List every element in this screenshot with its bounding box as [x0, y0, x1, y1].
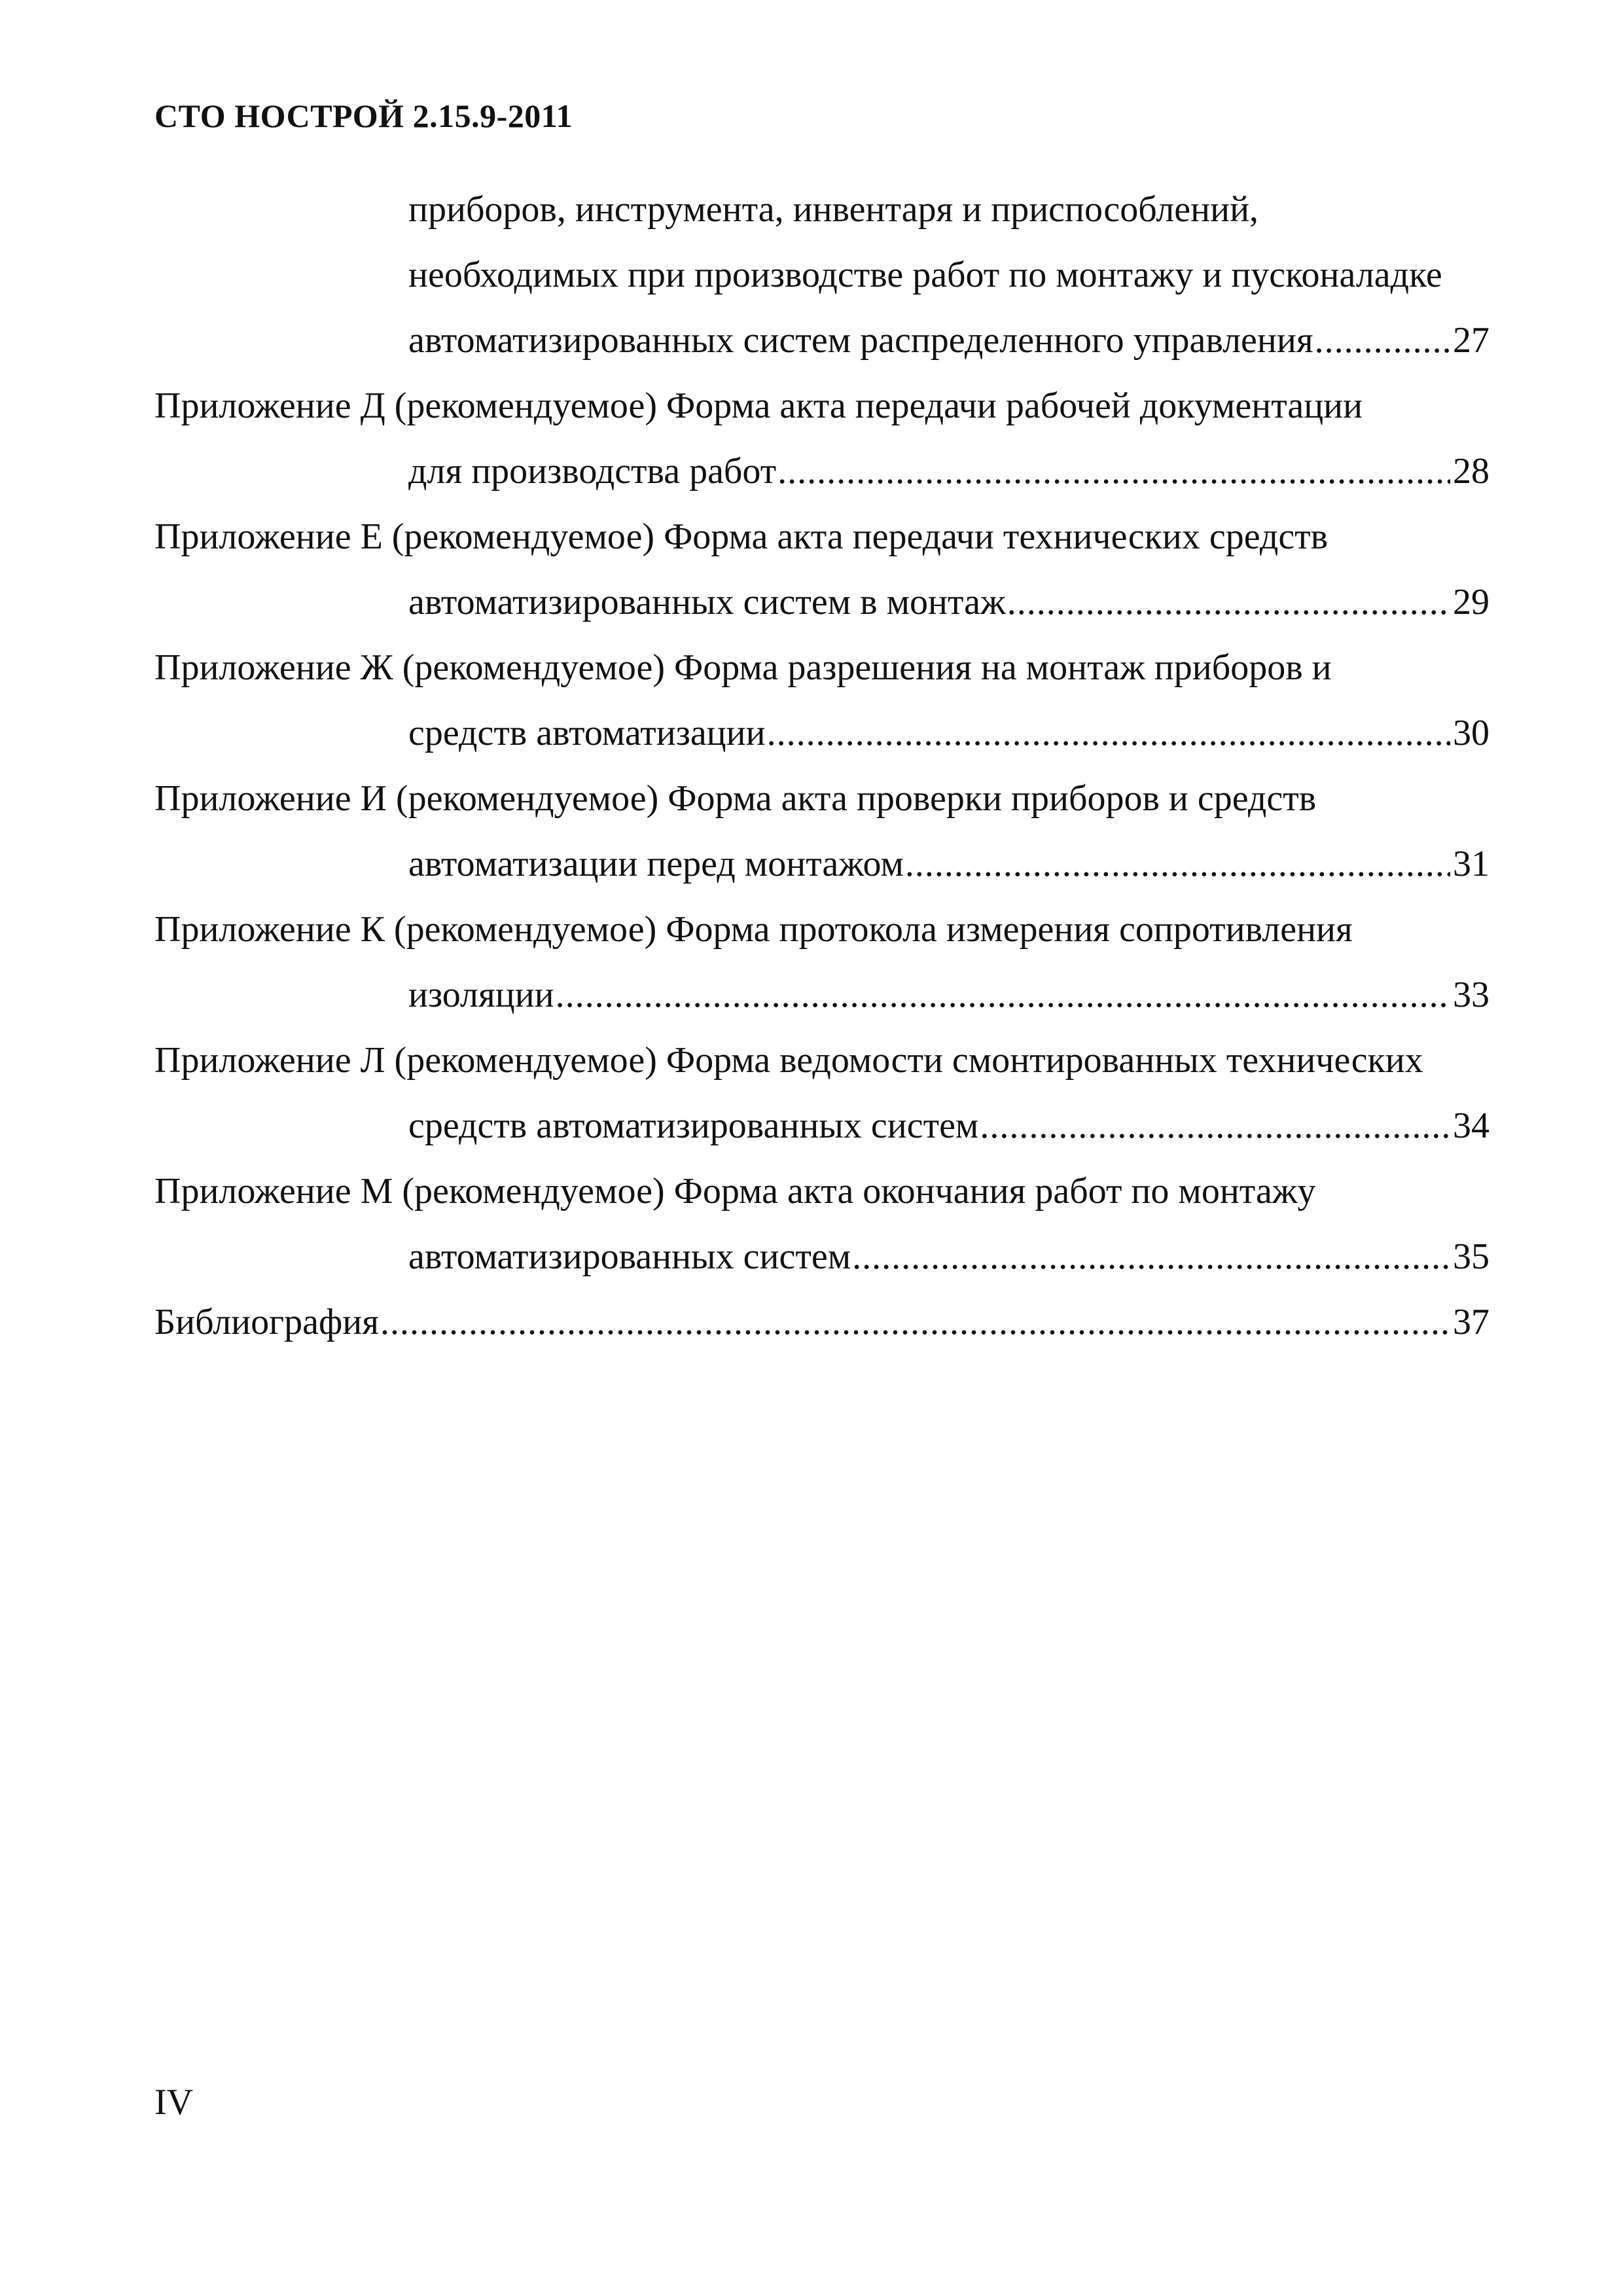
- toc-entry[interactable]: [154, 700, 1489, 766]
- toc-entry-text: необходимых при производстве работ по монтажу и пусконаладке: [408, 255, 1442, 295]
- toc-entry[interactable]: [154, 1289, 1489, 1355]
- toc-entry-text: приборов, инструмента, инвентаря и приспособлений,: [408, 189, 1259, 230]
- toc-page-number: 34: [1453, 1105, 1489, 1146]
- toc-entry-text: Приложение Ж (рекомендуемое) Форма разрешения на монтаж приборов и: [154, 647, 1332, 688]
- toc-entry[interactable]: [154, 1224, 1489, 1289]
- toc-entry-text: Приложение Е (рекомендуемое) Форма акта передачи технических средств: [154, 516, 1329, 557]
- toc-entry-text: для производства работ: [408, 451, 777, 492]
- toc-entry[interactable]: [154, 962, 1489, 1028]
- toc-entry-text: Приложение К (рекомендуемое) Форма протокола измерения сопротивления: [154, 909, 1353, 950]
- toc-page-number: 33: [1453, 975, 1489, 1015]
- toc-entry[interactable]: [154, 308, 1489, 373]
- document-header: СТО НОСТРОЙ 2.15.9-2011: [154, 98, 573, 134]
- toc-leader-dots: [380, 1289, 1450, 1355]
- toc-entry[interactable]: [154, 831, 1489, 897]
- table-of-contents: [154, 177, 1489, 1355]
- toc-leader-dots: [905, 831, 1450, 897]
- toc-entry-text: средств автоматизации: [408, 713, 766, 753]
- toc-entry-text: Приложение М (рекомендуемое) Форма акта окончания работ по монтажу: [154, 1171, 1316, 1211]
- toc-line: [154, 504, 1489, 569]
- toc-page-number: 30: [1453, 713, 1489, 753]
- toc-line: [154, 1028, 1489, 1093]
- toc-page-number: 27: [1453, 320, 1489, 361]
- toc-entry-text: автоматизации перед монтажом: [408, 844, 904, 884]
- toc-entry-text: Приложение Л (рекомендуемое) Форма ведомости смонтированных технических: [154, 1040, 1423, 1081]
- toc-entry-text: средств автоматизированных систем: [408, 1105, 979, 1146]
- toc-page-number: 35: [1453, 1236, 1489, 1277]
- toc-entry-text: Приложение И (рекомендуемое) Форма акта проверки приборов и средств: [154, 778, 1317, 819]
- toc-line: [154, 635, 1489, 700]
- toc-line: [154, 177, 1489, 242]
- page-number: IV: [154, 2082, 194, 2123]
- toc-leader-dots: [852, 1224, 1450, 1289]
- toc-leader-dots: [777, 439, 1450, 504]
- toc-page-number: 28: [1453, 451, 1489, 492]
- toc-entry-text: автоматизированных систем распределенного управления: [408, 320, 1313, 361]
- toc-entry-text: изоляции: [408, 975, 554, 1015]
- toc-line: [154, 766, 1489, 831]
- toc-entry-text: Библиография: [154, 1302, 379, 1342]
- toc-entry-text: автоматизированных систем в монтаж: [408, 582, 1006, 622]
- toc-page-number: 29: [1453, 582, 1489, 622]
- toc-leader-dots: [980, 1093, 1450, 1158]
- toc-line: [154, 897, 1489, 962]
- toc-entry[interactable]: [154, 439, 1489, 504]
- toc-leader-dots: [1007, 569, 1450, 635]
- toc-entry[interactable]: [154, 569, 1489, 635]
- toc-page-number: 37: [1453, 1302, 1489, 1342]
- toc-line: [154, 1158, 1489, 1224]
- toc-page-number: 31: [1453, 844, 1489, 884]
- toc-entry-text: автоматизированных систем: [408, 1236, 851, 1277]
- toc-entry[interactable]: [154, 1093, 1489, 1158]
- toc-entry-text: Приложение Д (рекомендуемое) Форма акта передачи рабочей документации: [154, 386, 1363, 426]
- toc-line: [154, 242, 1489, 308]
- toc-leader-dots: [1315, 308, 1450, 373]
- toc-leader-dots: [767, 700, 1450, 766]
- toc-leader-dots: [556, 962, 1450, 1028]
- toc-line: [154, 373, 1489, 439]
